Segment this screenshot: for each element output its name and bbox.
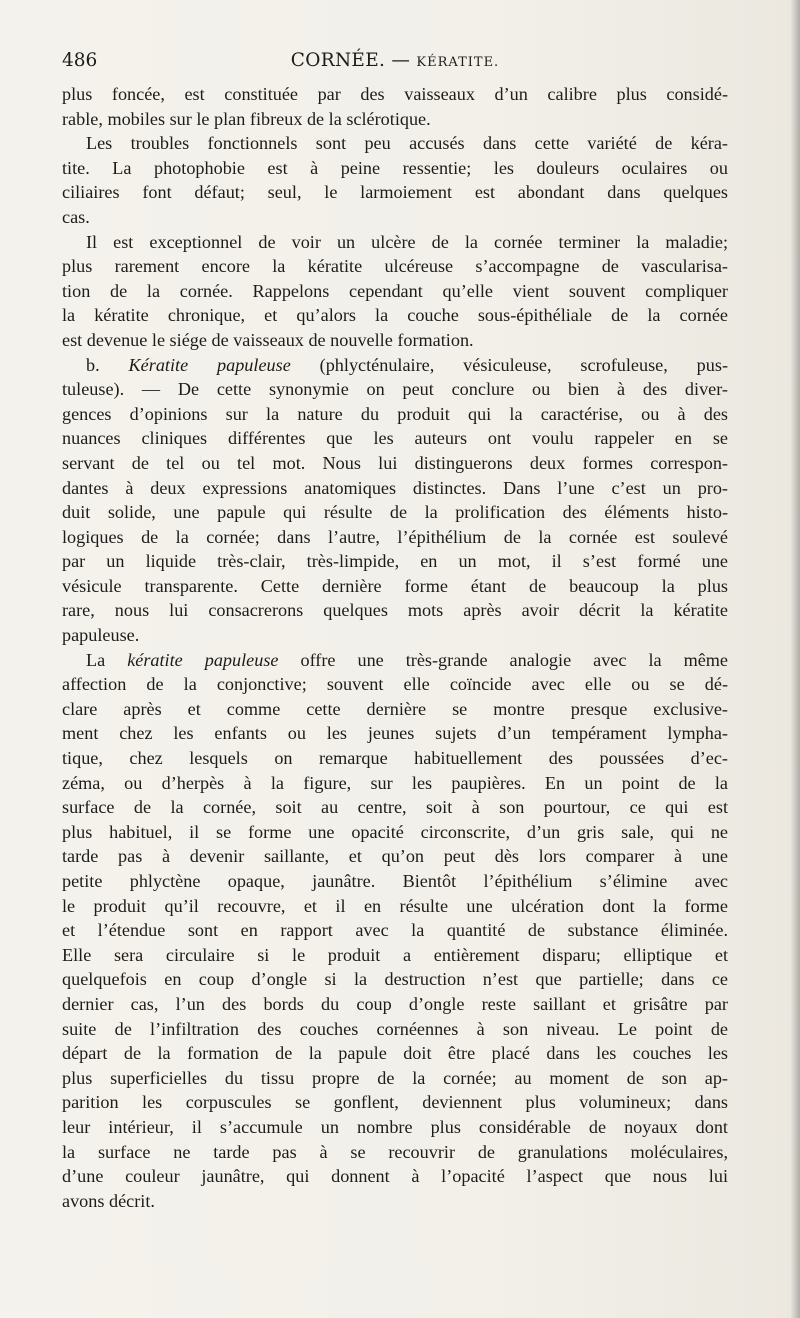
text-line: tite. La photophobie est à peine ressentie; les douleurs oculaires ou [62, 157, 728, 178]
text-line: d’une couleur jaunâtre, qui donnent à l’opacité l’aspect que nous lui [62, 1166, 728, 1187]
text-line: servant de tel ou tel mot. Nous lui distinguerons deux formes correspon- [62, 452, 728, 473]
page-number: 486 [62, 50, 98, 71]
text-line: rable, mobiles sur le plan fibreux de la sclérotique. [62, 108, 431, 129]
text-line: départ de la formation de la papule doit être placé dans les couches les [62, 1043, 728, 1064]
text-line: est devenue le siége de vaisseaux de nouvelle formation. [62, 329, 474, 350]
text-line: tarde pas à devenir saillante, et qu’on peut dès lors comparer à une [62, 846, 728, 867]
text-line: parition les corpuscules se gonflent, deviennent plus volumineux; dans [62, 1092, 728, 1113]
italic-term: kératite papuleuse [127, 649, 279, 670]
text-line [62, 353, 728, 378]
italic-term: Kératite papuleuse [128, 354, 291, 375]
text-line: dantes à deux expressions anatomiques distinctes. Dans l’une c’est un pro- [62, 477, 728, 498]
text-line: tion de la cornée. Rappelons cependant qu’elle vient souvent compliquer [62, 280, 728, 301]
text-line: la kératite chronique, et qu’alors la couche sous-épithéliale de la cornée [62, 305, 728, 326]
text-line: nuances cliniques différentes que les auteurs ont voulu rappeler en se [62, 428, 728, 449]
text-segment: La [86, 649, 128, 670]
page-header [62, 50, 728, 72]
text-line: affection de la conjonctive; souvent elle coïncide avec elle ou se dé- [62, 674, 728, 695]
page-edge-shadow [790, 0, 800, 1318]
text-line: gences d’opinions sur la nature du produit qui la caractérise, ou à des [62, 403, 728, 424]
text-line: plus foncée, est constituée par des vaisseaux d’un calibre plus considé- [62, 84, 728, 104]
text-line: plus superficielles du tissu propre de la cornée; au moment de son ap- [62, 1067, 728, 1088]
text-line: Il est exceptionnel de voir un ulcère de la cornée terminer la maladie; [86, 231, 728, 252]
text-line [62, 648, 728, 673]
text-line: tuleuse). — De cette synonymie on peut conclure ou bien à des diver- [62, 379, 728, 400]
text-line: Elle sera circulaire si le produit a entièrement disparu; elliptique et [62, 944, 728, 965]
text-line: plus habituel, il se forme une opacité circonscrite, d’un gris sale, qui ne [62, 821, 728, 842]
text-segment: b. [86, 354, 129, 375]
text-line: plus rarement encore la kératite ulcéreuse s’accompagne de vascularisa- [62, 256, 728, 277]
running-head-dash: — [391, 50, 411, 71]
text-line: par un liquide très-clair, très-limpide, en un mot, il s’est formé une [62, 551, 728, 572]
text-line: le produit qu’il recouvre, et il en résulte une ulcération dont la forme [62, 895, 728, 916]
text-line: petite phlyctène opaque, jaunâtre. Bientôt l’épithélium s’élimine avec [62, 871, 728, 891]
text-line: quelquefois en coup d’ongle si la destruction n’est que partielle; dans ce [62, 969, 728, 990]
running-head-main: CORNÉE. [290, 50, 386, 71]
text-line: surface de la cornée, soit au centre, soit à son pourtour, ce qui est [62, 797, 728, 818]
text-line: rare, nous lui consacrerons quelques mots après avoir décrit la kératite [62, 600, 728, 621]
text-line: vésicule transparente. Cette dernière forme étant de beaucoup la plus [62, 575, 728, 596]
text-line: clare après et comme cette dernière se montre presque exclusive- [62, 698, 728, 719]
text-line: cas. [62, 206, 90, 227]
text-segment: (phlycténulaire, vésiculeuse, scrofuleuse, pus- [290, 354, 728, 375]
text-line: suite de l’infiltration des couches cornéennes à son niveau. Le point de [62, 1018, 728, 1039]
text-line: logiques de la cornée; dans l’autre, l’épithélium de la cornée est soulevé [62, 526, 728, 547]
text-line: duit solide, une papule qui résulte de la prolification des éléments histo- [62, 502, 728, 523]
text-segment: offre une très-grande analogie avec la même [278, 649, 729, 670]
text-line: zéma, ou d’herpès à la figure, sur les paupières. En un point de la [62, 772, 728, 793]
running-head-sub: KÉRATITE. [416, 55, 500, 70]
text-line: et l’étendue sont en rapport avec la quantité de substance éliminée. [62, 920, 728, 941]
body-text [62, 82, 728, 1213]
text-line: papuleuse. [62, 625, 140, 646]
running-head [62, 50, 728, 71]
text-line: leur intérieur, il s’accumule un nombre plus considérable de noyaux dont [62, 1116, 728, 1137]
text-line: avons décrit. [62, 1190, 155, 1211]
text-line: ciliaires font défaut; seul, le larmoiement est abondant dans quelques [62, 182, 728, 203]
text-line: Les troubles fonctionnels sont peu accusés dans cette variété de kéra- [86, 133, 728, 154]
text-line: ment chez les enfants ou les jeunes sujets d’un tempérament lympha- [62, 723, 728, 744]
text-line: la surface ne tarde pas à se recouvrir de granulations moléculaires, [62, 1141, 728, 1162]
text-line: tique, chez lesquels on remarque habituellement des poussées d’ec- [62, 748, 728, 769]
text-line: dernier cas, l’un des bords du coup d’ongle reste saillant et grisâtre par [62, 993, 728, 1014]
